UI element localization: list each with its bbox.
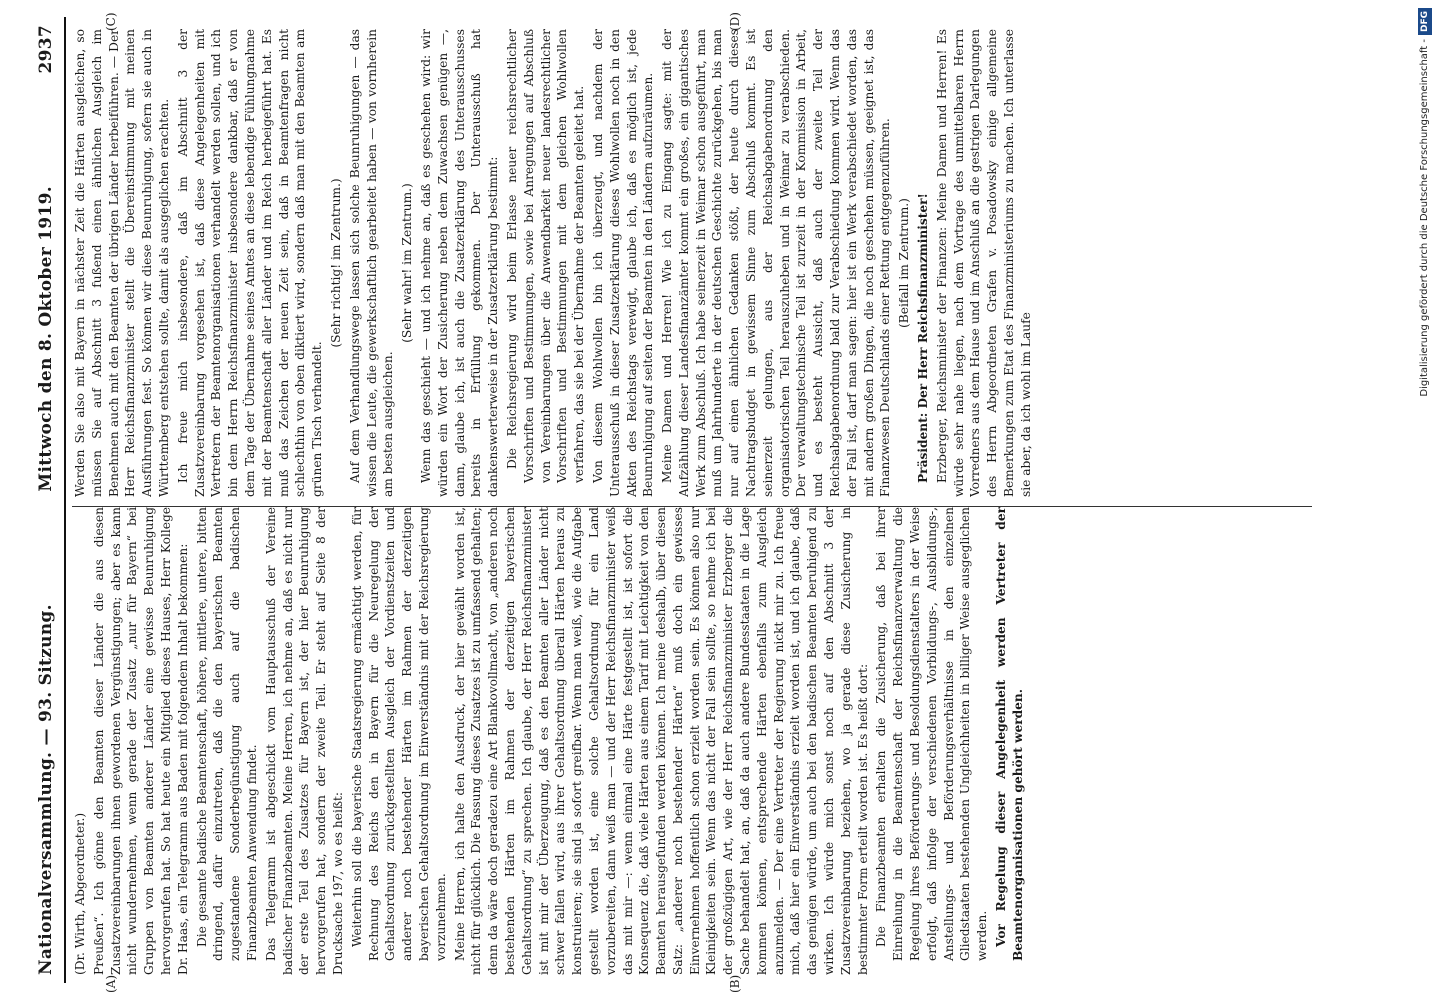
page-header bbox=[30, 25, 62, 975]
header-rule bbox=[64, 17, 66, 983]
column-separator bbox=[72, 506, 1312, 507]
paragraph: Meine Damen und Herren! Wie ich zu Eingang sagte: mit der Aufzählung dieser Landesfinanzämter kommt ein großes, ein gigantisches Werk zum Abschluß. Ich habe seinerzeit in Weimar schon ausgeführt, man muß um Jahrhunderte in der deutschen Geschichte zurückgehen, bis man nur auf einen ähnlichen Gedanken stößt, der heute durch dieses Nachtragsbudget in gewissem Sinne zum Abschluß kommt. Es ist seinerzeit gelungen, aus der Reichsabgabenordnung den organisatorischen Teil herauszuheben und in Weimar zu verabschieden. Der verwaltungstechnische Teil ist zurzeit in der Kommission in Arbeit, und es besteht Aussicht, daß auch der zweite Teil der Reichsabgabenordnung bald zur Verabschiedung kommen wird. Wenn das der Fall ist, darf man sagen: hier ist ein Werk verabschiedet worden, das mit andern großen Dingen, die noch geschehen müssen, geeignet ist, das Finanzwesen Deutschlands einer Rettung entgegenzuführen. bbox=[660, 29, 893, 497]
interjection: (Sehr richtig! im Zentrum.) bbox=[328, 178, 343, 348]
interjection: (Beifall im Zentrum.) bbox=[897, 198, 912, 328]
interjection: (Sehr wahr! im Zentrum.) bbox=[400, 183, 415, 343]
paragraph: Vor Regelung dieser Angelegenheit werden Vertreter der Beamtenorganisationen gehört werden. bbox=[994, 507, 1025, 961]
paragraph: Wenn das geschieht — und ich nehme an, daß es geschehen wird: wir würden ein Wort der Zusicherung neben dem Zuwachsen genügen —, dann, glaube ich, ist auch die Zusatzerklärung des Unterausschusses bereits in Erfüllung gekommen. Der Unterausschuß hat dankenswerterweise in der Zusatzerklärung bestimmt: bbox=[418, 29, 501, 497]
left-column bbox=[72, 507, 1312, 975]
credit-text: Digitalisierung gefördert durch die Deutsche Forschungsgemeinschaft - bbox=[1419, 39, 1430, 397]
header-left: Nationalversammlung. — 93. Sitzung. bbox=[36, 604, 56, 975]
paragraph: Werden Sie also mit Bayern in nächster Zeit die Härten ausgleichen, so müssen Sie auf Abschnitt 3 fußend einen ähnlichen Ausgleich im Benehmen auch mit den Beamten der übrigen Länder herbeiführen. — Der Herr Reichsfinanzminister stellt die Übereinstimmung mit meinen Ausführungen fest. So können wir diese Beunruhigung, sofern sie auch in Württemberg entstehen sollte, damit als ausgeglichen erachten. bbox=[73, 29, 171, 497]
margin-mark-b: (B) bbox=[728, 974, 742, 993]
quoted-text: Die Reichsregierung wird beim Erlasse neuer reichsrechtlicher Vorschriften und Bestimmungen, sowie bei Anregungen auf Abschluß von Vereinbarungen über die Anwendbarkeit neuer landesrechtlicher Vorschriften und Bestimmungen mit dem gleichen Wohlwollen verfahren, das sie bei der Übernahme der Beamten geleitet hat. bbox=[504, 29, 587, 483]
right-column bbox=[72, 29, 1312, 497]
paragraph: Preußen“. Ich gönne den Beamten dieser Länder die aus diesen Zusatzvereinbarungen ihnen gewordenen Vergünstigungen; aber es kann nicht wundernehmen, wenn gerade der Zusatz „nur für Bayern“ bei Gruppen von Beamten anderer Länder eine gewisse Beunruhigung hervorgerufen hat. So hat heute ein Mitglied dieses Hauses, Herr Kollege Dr. Haas, ein Telegramm aus Baden mit folgendem Inhalt bekommen: bbox=[91, 507, 190, 975]
quoted-text: Weiterhin soll die bayerische Staatsregierung ermächtigt werden, für Rechnung des Reichs den in Bayern für die Neuregelung der Gehaltsordnung zurückgestellten Ausgleich der Vordienstzeiten und anderer noch bestehender Härten im Rahmen der derzeitigen bayerischen Gehaltsordnung im Einverständnis mit der Reichsregierung vorzunehmen. bbox=[349, 507, 448, 961]
paragraph: Ich freue mich insbesondere, daß im Abschnitt 3 der Zusatzvereinbarung vorgesehen ist, daß diese Angelegenheiten mit Vertretern der Beamtenorganisationen verhandelt werden sollen, und ich bin dem Herrn Reichsfinanzminister insbesondere dankbar, daß er von dem Tage der Übernahme seines Amtes an diese lebendige Fühlungnahme mit der Beamtenschaft aller Länder und im Reich herbeigeführt hat. Es muß das Zeichen der neuen Zeit sein, daß in Beamtenfragen nicht schlechthin von oben diktiert wird, sondern daß man mit den Beamten am grünen Tisch verhandelt. bbox=[175, 29, 325, 497]
rotated-document-page bbox=[0, 5, 1395, 995]
paragraph: Meine Herren, ich halte den Ausdruck, der hier gewählt worden ist, nicht für glücklich. Die Fassung dieses Zusatzes ist zu umfassend gehalten; denn da wäre doch geradezu eine Art Blankovollmacht, von „anderen noch bestehenden Härten im Rahmen der derzeitigen bayerischen Gehaltsordnung“ zu sprechen. Ich glaube, der Herr Reichsfinanzminister ist mit mir der Überzeugung, daß es den Beamten aller Länder nicht schwer fallen wird, aus ihrer Gehaltsordnung überall Härten heraus zu konstruieren; sie sind ja sofort greifbar. Wenn man weiß, wie die Aufgabe gestellt worden ist, eine solche Gehaltsordnung für ein Land vorzubereiten, dann weiß man — und der Herr Reichsfinanzminister weiß das mit mir —: wenn einmal eine Härte festgestellt ist, ist sofort die Konsequenz die, daß viele Härten aus einem Tarif mit Leichtigkeit von den Beamten herausgefunden werden können. Ich meine deshalb, über diesen Satz: „anderer noch bestehender Härten“ muß doch ein gewisses Einvernehmen hoffentlich schon erzielt worden sein. Es können also nur Kleinigkeiten sein. Wenn das nicht der Fall sein sollte, so nehme ich bei der großzügigen Art, wie der Herr Reichsfinanzminister Erzberger die Sache behandelt hat, an, daß da auch andere Bundesstaaten in die Lage kommen können, entsprechende Härten ebenfalls zum Ausgleich anzumelden. — Der eine Vertreter der Regierung nickt mir zu. Ich freue mich, daß hier ein Einverständnis erzielt worden ist, und ich glaube, daß das genügen würde, um auch bei den badischen Beamten beruhigend zu wirken. Ich würde mich sonst noch auf den Abschnitt 3 der Zusatzvereinbarung beziehen, wo ja gerade diese Zusicherung in bestimmter Form erteilt worden ist. Es heißt dort: bbox=[452, 507, 870, 975]
margin-mark-d: (D) bbox=[728, 12, 742, 31]
paragraph: Von diesem Wohlwollen bin ich überzeugt, und nachdem der Unterausschuß in dieser Zusatzerklärung dieses Wohlwollen noch in den Akten des Reichstags verewigt, glaube ich, daß es möglich ist, jede Beunruhigung auf seiten der Beamten in den Ländern aufzuräumen. bbox=[590, 29, 656, 497]
paragraph: Das Telegramm ist abgeschickt vom Hauptausschuß der Vereine badischer Finanzbeamten. Meine Herren, ich nehme an, daß es nicht nur der erste Teil des Zusatzes für Bayern ist, der hier Beunruhigung hervorgerufen hat, sondern der zweite Teil. Er steht auf Seite 8 der Drucksache 197, wo es heißt: bbox=[263, 507, 345, 975]
dfg-logo: DFG bbox=[1418, 8, 1432, 35]
digitization-credit bbox=[1418, 8, 1432, 992]
page-number: 2937 bbox=[36, 25, 56, 74]
header-date: Mittwoch den 8. Oktober 1919. bbox=[36, 186, 56, 492]
speaker-note: (Dr. Wirth, Abgeordneter.) bbox=[73, 812, 87, 975]
quoted-telegram: Die gesamte badische Beamtenschaft, höhere, mittlere, untere, bitten dringend, dafür einzutreten, daß die den bayerischen Beamten zugestandene Sonderbegünstigung auch auf die badischen Finanzbeamten Anwendung findet. bbox=[194, 507, 259, 961]
margin-mark-c: (C) bbox=[104, 12, 118, 31]
paragraph: Auf dem Verhandlungswege lassen sich solche Beunruhigungen — das wissen die Leute, die gewerkschaftlich gearbeitet haben — von vornherein am besten ausgleichen. bbox=[347, 29, 396, 497]
paragraph: Erzberger, Reichsminister der Finanzen: Meine Damen und Herren! Es würde sehr nahe liegen, nach dem Vortrage des unmittelbaren Herrn Vorredners aus dem Hause und im Anschluß an die gestrigen Darlegungen des Herrn Abgeordneten Grafen v. Posadowsky einige allgemeine Bemerkungen zum Etat des Finanzministeriums zu machen. Ich unterlasse sie aber, da ich wohl im Laufe bbox=[934, 29, 1033, 497]
quoted-text: Die Finanzbeamten erhalten die Zusicherung, daß bei ihrer Einreihung in die Beamtenschaft der Reichsfinanzverwaltung die Regelung ihres Beförderungs- und Besoldungsdienstalters in der Weise erfolgt, daß infolge der verschiedenen Vorbildungs-, Ausbildungs-, Anstellungs- und Beförderungsverhältnisse in den einzelnen Gliedstaaten bestehenden Ungleichheiten in billiger Weise ausgeglichen werden. bbox=[874, 507, 990, 961]
margin-mark-a: (A) bbox=[104, 974, 118, 993]
president-line: Präsident: Der Herr Reichsfinanzminister! bbox=[916, 193, 931, 483]
